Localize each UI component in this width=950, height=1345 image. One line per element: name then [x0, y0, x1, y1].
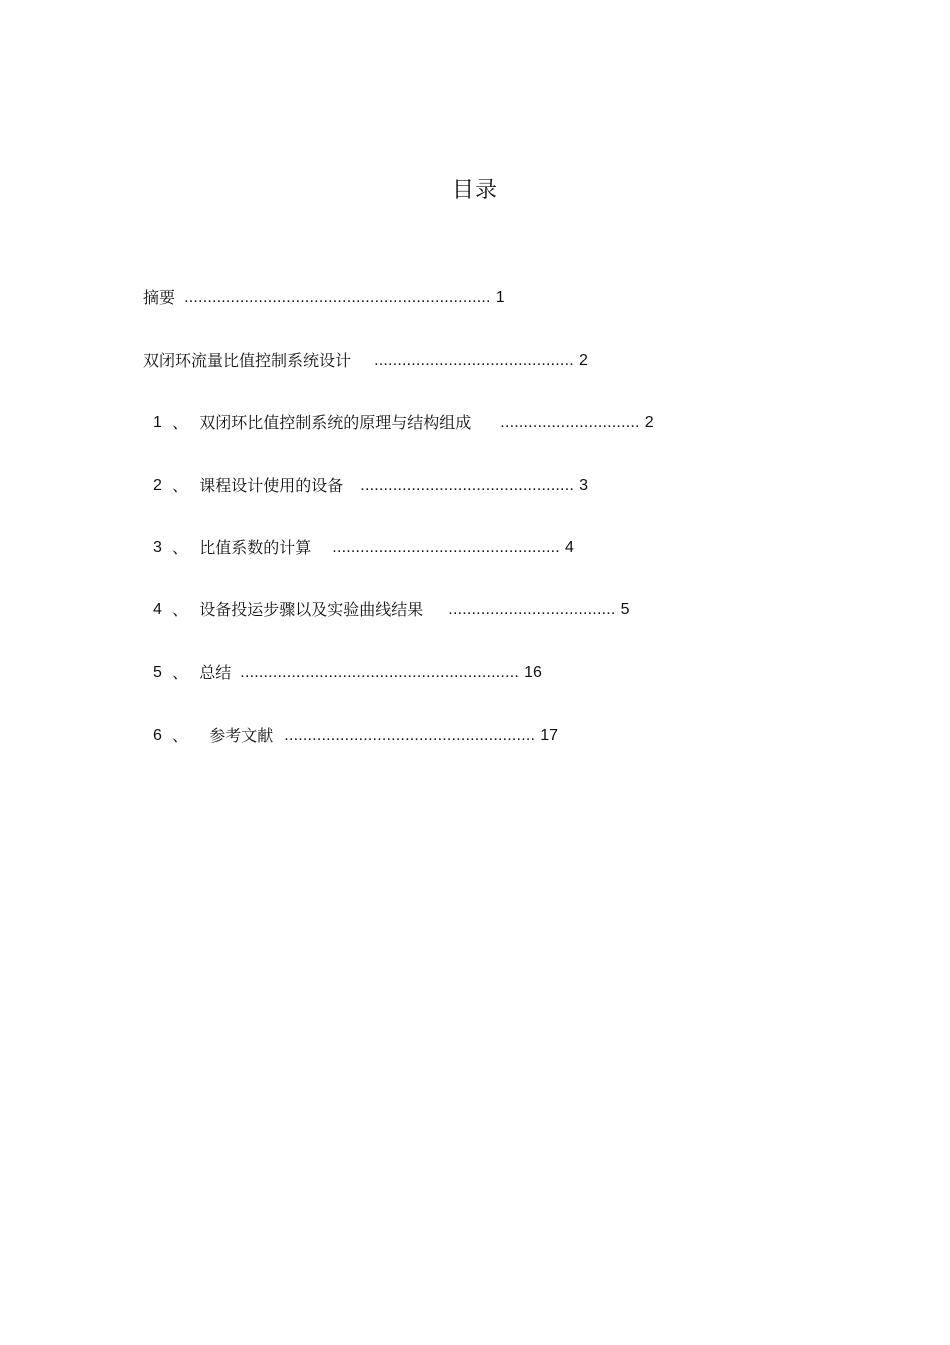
toc-line-section-1[interactable] — [153, 411, 654, 435]
toc-section-number: 4 — [153, 601, 162, 618]
toc-label: 参考文献 — [209, 726, 274, 745]
toc-separator: 、 — [172, 663, 189, 682]
toc-dots: .................................................................. — [184, 289, 491, 306]
toc-line-section-3[interactable] — [153, 536, 574, 560]
toc-label: 双闭环流量比值控制系统设计 — [143, 351, 352, 370]
toc-line-section-6[interactable] — [153, 724, 558, 748]
toc-line-section-4[interactable] — [153, 598, 630, 622]
toc-label: 双闭环比值控制系统的原理与结构组成 — [199, 413, 472, 432]
toc-label: 比值系数的计算 — [199, 538, 312, 557]
page-title: 目录 — [451, 178, 498, 203]
toc-label: 总结 — [199, 663, 232, 682]
toc-label: 设备投运步骤以及实验曲线结果 — [199, 600, 424, 619]
toc-page-number: 2 — [644, 414, 654, 431]
toc-separator: 、 — [172, 476, 189, 495]
toc-page-number: 1 — [495, 289, 505, 306]
toc-page-number: 3 — [579, 477, 588, 494]
toc-dots: .................................... — [448, 601, 616, 618]
toc-line-section-5[interactable] — [153, 661, 542, 685]
toc-label: 摘要 — [143, 288, 176, 307]
toc-separator: 、 — [172, 538, 189, 557]
toc-line-section-2[interactable] — [153, 474, 588, 498]
toc-line-design[interactable] — [143, 349, 588, 373]
toc-label: 课程设计使用的设备 — [199, 476, 344, 495]
toc-section-number: 1 — [153, 414, 162, 431]
toc-page-number: 5 — [620, 601, 630, 618]
toc-section-number: 6 — [153, 727, 162, 744]
toc-dots: .............................................. — [360, 477, 574, 494]
toc-dots: ............................................................ — [240, 664, 520, 681]
toc-page-number: 16 — [524, 664, 542, 681]
toc-section-number: 3 — [153, 539, 162, 556]
toc-section-number: 2 — [153, 477, 162, 494]
toc-page-number: 17 — [540, 727, 559, 744]
toc-dots: ...................................................... — [284, 727, 536, 744]
toc-dots: ........................................... — [374, 352, 574, 369]
toc-section-number: 5 — [153, 664, 162, 681]
toc-page-number: 2 — [578, 352, 588, 369]
toc-dots: ................................................. — [332, 539, 560, 556]
toc-separator: 、 — [172, 413, 189, 432]
toc-page-number: 4 — [565, 539, 574, 556]
toc-line-abstract[interactable] — [143, 286, 505, 310]
toc-dots: .............................. — [500, 414, 640, 431]
toc-separator: 、 — [172, 726, 189, 745]
toc-separator: 、 — [172, 600, 189, 619]
